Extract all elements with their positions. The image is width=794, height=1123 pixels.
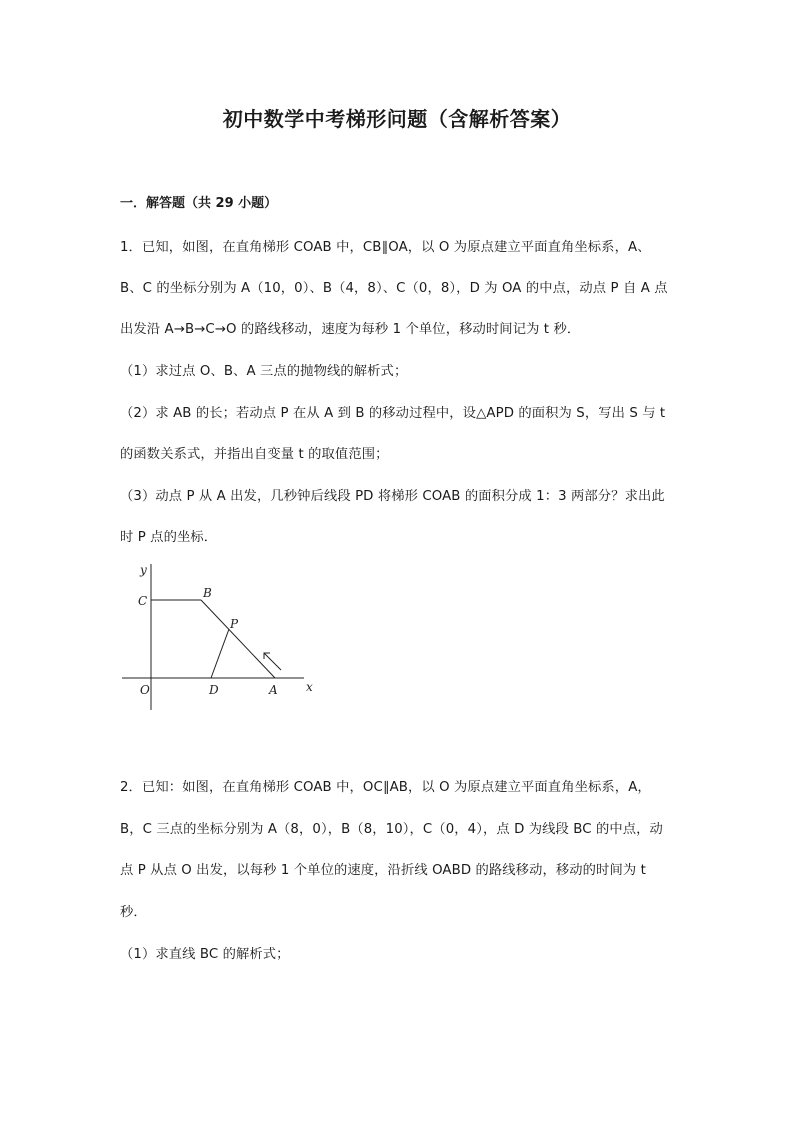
q1-line: （2）求 AB 的长；若动点 P 在从 A 到 B 的移动过程中，设△APD 的面积为 S，写出 S 与 t bbox=[120, 406, 666, 421]
trapezoid-figure bbox=[118, 560, 323, 715]
q2-line: B，C 三点的坐标分别为 A（8，0），B（8，10），C（0，4），点 D 为线段 BC 的中点，动 bbox=[120, 822, 663, 837]
segment-pd bbox=[211, 629, 229, 678]
q1-line: 1．已知，如图，在直角梯形 COAB 中，CB∥OA，以 O 为原点建立平面直角坐标系，A、 bbox=[120, 240, 651, 255]
page-title: 初中数学中考梯形问题（含解析答案） bbox=[222, 107, 572, 131]
q2-line: 秒． bbox=[120, 905, 147, 920]
q1-line: B、C 的坐标分别为 A（10，0）、B（4，8）、C（0，8），D 为 OA 的中点，动点 P 自 A 点 bbox=[120, 281, 668, 296]
label-x: x bbox=[306, 680, 313, 694]
q1-line: 的函数关系式，并指出自变量 t 的取值范围； bbox=[120, 447, 389, 462]
motion-arrow bbox=[264, 653, 281, 670]
label-p: P bbox=[230, 617, 239, 631]
label-b: B bbox=[203, 586, 212, 600]
label-y: y bbox=[140, 563, 147, 577]
label-d: D bbox=[209, 683, 219, 697]
q2-line: 2．已知：如图，在直角梯形 COAB 中，OC∥AB，以 O 为原点建立平面直角坐标系，A， bbox=[120, 780, 651, 795]
q1-line: （3）动点 P 从 A 出发，几秒钟后线段 PD 将梯形 COAB 的面积分成 1：3 两部分？求出此 bbox=[120, 489, 665, 504]
section-heading: 一．解答题（共 29 小题） bbox=[120, 196, 278, 211]
q2-line: 点 P 从点 O 出发，以每秒 1 个单位的速度，沿折线 OABD 的路线移动，移动的时间为 t bbox=[120, 863, 646, 878]
q2-line: （1）求直线 BC 的解析式； bbox=[120, 947, 290, 962]
label-o: O bbox=[140, 683, 150, 697]
edge-ba bbox=[201, 600, 275, 678]
q1-line: 时 P 点的坐标． bbox=[120, 530, 218, 545]
q1-line: 出发沿 A→B→C→O 的路线移动，速度为每秒 1 个单位，移动时间记为 t 秒． bbox=[120, 322, 581, 337]
label-c: C bbox=[138, 594, 148, 608]
q1-line: （1）求过点 O、B、A 三点的抛物线的解析式； bbox=[120, 364, 408, 379]
label-a: A bbox=[269, 683, 278, 697]
